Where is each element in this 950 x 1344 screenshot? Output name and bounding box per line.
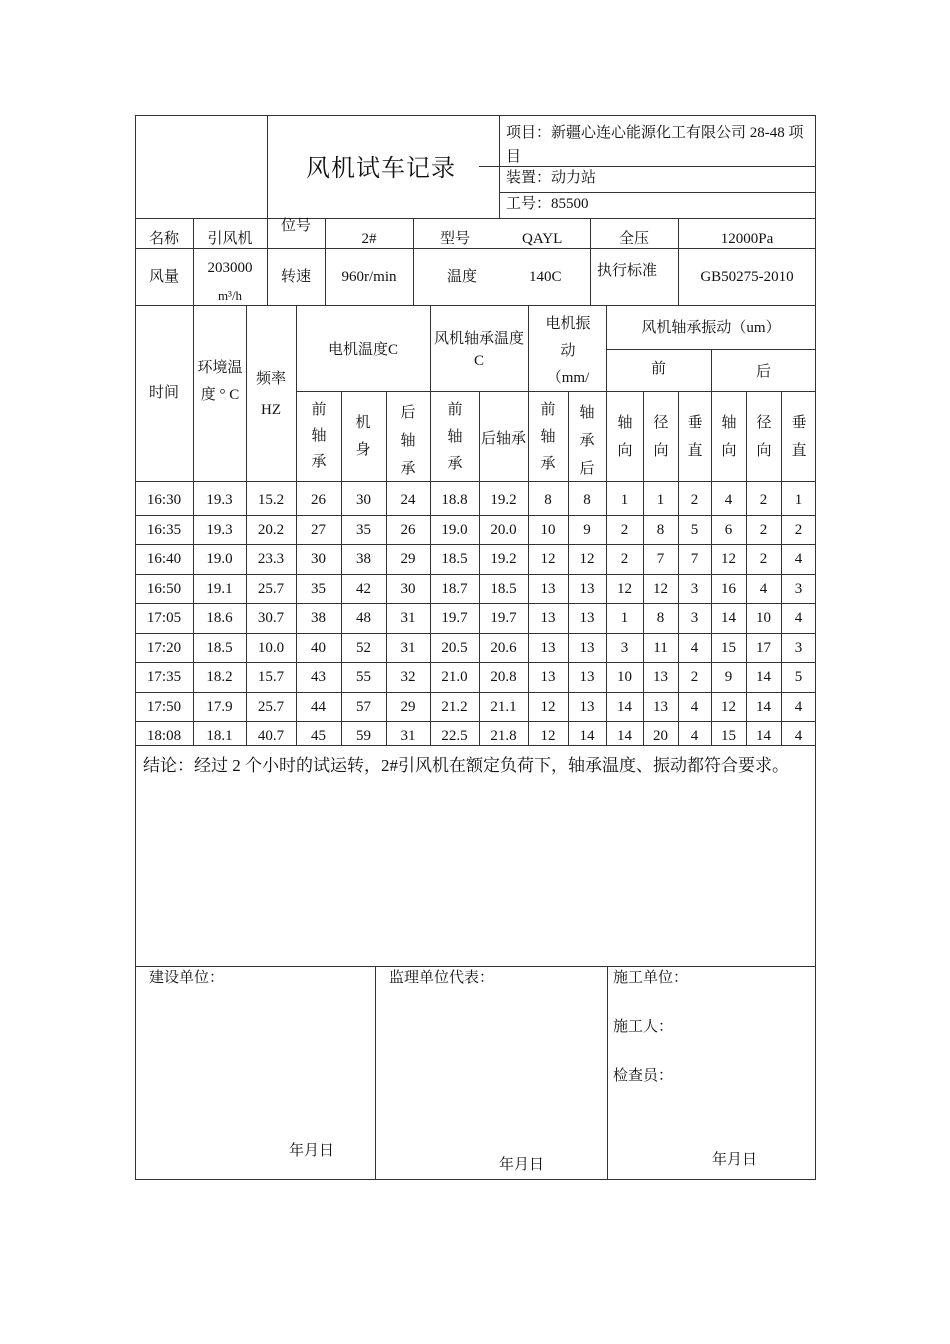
- divider: [267, 115, 268, 218]
- col-motor-body: 机身: [355, 415, 371, 458]
- table-cell: 38: [356, 551, 371, 567]
- project-label: 项目：新疆心连心能源化工有限公司 28-48 项目: [506, 125, 804, 165]
- table-cell: 3: [794, 581, 803, 597]
- table-cell: 1: [620, 492, 629, 508]
- table-cell: 9: [724, 669, 733, 685]
- table-cell: 18.7: [441, 581, 468, 597]
- table-cell: 13: [540, 640, 556, 656]
- table-cell: 18.5: [490, 581, 517, 597]
- table-cell: 48: [356, 610, 371, 626]
- col-motor-front-bearing: 前轴承: [311, 402, 327, 470]
- table-cell: 40: [311, 640, 326, 656]
- table-cell: 2: [759, 551, 768, 567]
- table-cell: 43: [311, 669, 326, 685]
- table-cell: 45: [311, 728, 326, 744]
- table-cell: 20.2: [257, 522, 285, 538]
- name-value: 引风机: [207, 231, 253, 247]
- work-no-label: 工号：85500: [506, 196, 589, 212]
- table-cell: 8: [544, 492, 552, 508]
- col-front-vertical: 垂直: [687, 415, 703, 459]
- row-time: 17:35: [146, 669, 182, 685]
- table-cell: 20.8: [490, 669, 517, 685]
- table-cell: 1: [620, 610, 629, 626]
- table-cell: 3: [620, 640, 629, 656]
- unit-label: 装置：动力站: [506, 170, 597, 186]
- table-cell: 13: [653, 699, 668, 715]
- table-cell: 12: [540, 699, 556, 715]
- table-cell: 13: [579, 640, 595, 656]
- table-cell: 5: [794, 669, 803, 685]
- divider: [499, 192, 816, 193]
- table-cell: 30: [400, 581, 416, 597]
- page-title: 风机试车记录: [306, 156, 456, 182]
- table-cell: 13: [579, 669, 595, 685]
- table-cell: 9: [583, 522, 591, 538]
- divider: [607, 966, 608, 1180]
- table-cell: 13: [540, 669, 556, 685]
- conclusion-text: 结论：经过 2 个小时的试运转，2#引风机在额定负荷下，轴承温度、振动都符合要求。: [143, 756, 789, 775]
- row-time: 16:50: [146, 581, 182, 597]
- table-cell: 12: [721, 699, 736, 715]
- table-cell: 20: [653, 728, 668, 744]
- table-cell: 19.1: [206, 581, 233, 597]
- col-vib-front: 前: [650, 361, 666, 377]
- table-cell: 42: [356, 581, 371, 597]
- table-cell: 25.7: [257, 581, 285, 597]
- row-time: 17:50: [146, 699, 182, 715]
- col-fan-bearing-temp: 风机轴承温度C: [434, 331, 525, 369]
- position-label: 位号: [280, 218, 311, 234]
- divider: [135, 966, 816, 967]
- table-cell: 14: [756, 699, 771, 715]
- table-cell: 14: [579, 728, 595, 744]
- table-cell: 8: [583, 492, 591, 508]
- col-rear-radial: 径向: [756, 415, 772, 459]
- table-cell: 4: [759, 581, 768, 597]
- table-cell: 19.3: [206, 492, 233, 508]
- table-cell: 19.0: [206, 551, 233, 567]
- table-cell: 25.7: [257, 699, 285, 715]
- table-cell: 26: [400, 522, 416, 538]
- divider: [606, 349, 816, 350]
- col-rear-axial: 轴向: [721, 415, 737, 459]
- table-cell: 12: [617, 581, 632, 597]
- table-cell: 16: [721, 581, 736, 597]
- speed-label: 转速: [280, 269, 311, 285]
- table-cell: 15: [721, 640, 736, 656]
- table-cell: 4: [794, 728, 803, 744]
- table-cell: 32: [400, 669, 416, 685]
- table-cell: 4: [724, 492, 733, 508]
- table-cell: 18.8: [441, 492, 468, 508]
- table-cell: 31: [400, 610, 416, 626]
- table-cell: 4: [690, 699, 699, 715]
- table-cell: 35: [356, 522, 371, 538]
- divider: [135, 218, 816, 219]
- worker-label: 施工人：: [613, 1019, 674, 1035]
- table-cell: 14: [756, 728, 771, 744]
- table-cell: 13: [653, 669, 668, 685]
- table-cell: 2: [690, 492, 699, 508]
- table-cell: 31: [400, 640, 416, 656]
- table-cell: 6: [724, 522, 733, 538]
- col-vib-front-bearing: 前轴承: [540, 402, 556, 472]
- contractor-date: 年月日: [712, 1152, 758, 1168]
- col-front-radial: 径向: [653, 415, 669, 459]
- table-cell: 19.0: [441, 522, 468, 538]
- table-cell: 7: [690, 551, 699, 567]
- standard-label: 执行标准: [597, 263, 658, 279]
- table-cell: 30: [311, 551, 326, 567]
- divider: [375, 966, 376, 1180]
- table-cell: 8: [656, 522, 665, 538]
- table-cell: 4: [794, 551, 803, 567]
- supervisor-label: 监理单位代表：: [389, 970, 495, 986]
- pressure-value: 12000Pa: [720, 231, 774, 247]
- row-time: 16:40: [146, 551, 182, 567]
- col-fan-rear-bearing: 后轴承: [480, 431, 526, 447]
- table-cell: 13: [540, 610, 556, 626]
- table-cell: 35: [311, 581, 326, 597]
- table-cell: 10: [756, 610, 771, 626]
- table-cell: 22.5: [441, 728, 468, 744]
- table-cell: 59: [356, 728, 371, 744]
- table-cell: 18.5: [206, 640, 233, 656]
- table-cell: 3: [794, 640, 803, 656]
- table-cell: 30: [356, 492, 371, 508]
- col-vib-rear-bearing: 轴承后: [579, 405, 595, 477]
- table-cell: 13: [579, 610, 595, 626]
- table-cell: 2: [620, 551, 629, 567]
- col-motor-vibration: 电机振动（mm/: [545, 316, 591, 386]
- table-cell: 30.7: [257, 610, 285, 626]
- table-cell: 12: [540, 551, 556, 567]
- table-cell: 3: [690, 581, 699, 597]
- table-cell: 11: [653, 640, 668, 656]
- table-cell: 20.0: [490, 522, 517, 538]
- table-cell: 12: [579, 551, 595, 567]
- table-cell: 4: [794, 610, 803, 626]
- table-cell: 29: [400, 551, 416, 567]
- table-cell: 31: [400, 728, 416, 744]
- table-cell: 40.7: [257, 728, 285, 744]
- table-cell: 14: [617, 699, 632, 715]
- table-cell: 7: [656, 551, 665, 567]
- table-cell: 18.1: [206, 728, 233, 744]
- table-cell: 2: [620, 522, 629, 538]
- table-cell: 2: [690, 669, 699, 685]
- table-cell: 10: [540, 522, 556, 538]
- table-cell: 12: [653, 581, 668, 597]
- table-cell: 1: [656, 492, 665, 508]
- col-fan-vibration: 风机轴承振动（um）: [641, 320, 781, 336]
- divider: [413, 218, 414, 305]
- table-cell: 13: [579, 699, 595, 715]
- table-cell: 15: [721, 728, 736, 744]
- supervisor-date: 年月日: [499, 1157, 545, 1173]
- flow-unit: m³/h: [217, 288, 243, 303]
- table-cell: 12: [721, 551, 736, 567]
- divider: [135, 745, 816, 746]
- table-cell: 1: [794, 492, 803, 508]
- table-cell: 38: [311, 610, 326, 626]
- col-motor-temp: 电机温度C: [327, 342, 398, 358]
- table-cell: 19.2: [490, 551, 517, 567]
- table-cell: 3: [690, 610, 699, 626]
- table-cell: 17: [756, 640, 771, 656]
- table-cell: 5: [690, 522, 699, 538]
- col-env-temp: 环境温度 ° C: [197, 360, 243, 403]
- table-cell: 57: [356, 699, 371, 715]
- table-cell: 14: [617, 728, 632, 744]
- table-cell: 26: [311, 492, 326, 508]
- model-value: QAYL: [522, 231, 563, 247]
- table-cell: 29: [400, 699, 416, 715]
- row-time: 18:08: [146, 728, 182, 744]
- name-label: 名称: [148, 231, 179, 247]
- contractor-label: 施工单位：: [613, 970, 689, 986]
- col-time: 时间: [148, 385, 179, 401]
- temperature-value: 140C: [529, 269, 562, 285]
- table-cell: 23.3: [257, 551, 285, 567]
- row-time: 16:35: [146, 522, 182, 538]
- row-time: 17:20: [146, 640, 182, 656]
- table-cell: 21.8: [490, 728, 517, 744]
- table-cell: 21.1: [490, 699, 517, 715]
- table-cell: 4: [690, 640, 699, 656]
- builder-label: 建设单位：: [149, 970, 225, 986]
- divider: [135, 481, 816, 482]
- col-motor-rear-bearing: 后轴承: [400, 405, 416, 477]
- table-cell: 2: [759, 522, 768, 538]
- table-cell: 18.5: [441, 551, 468, 567]
- table-cell: 13: [579, 581, 595, 597]
- speed-value: 960r/min: [341, 269, 397, 285]
- table-cell: 52: [356, 640, 371, 656]
- table-cell: 21.0: [441, 669, 468, 685]
- builder-date: 年月日: [289, 1143, 335, 1159]
- table-cell: 15.2: [257, 492, 285, 508]
- table-cell: 21.2: [441, 699, 468, 715]
- row-time: 17:05: [146, 610, 182, 626]
- table-cell: 20.5: [441, 640, 468, 656]
- table-cell: 18.6: [206, 610, 233, 626]
- divider: [135, 248, 816, 249]
- col-front-axial: 轴向: [617, 415, 633, 459]
- table-cell: 14: [721, 610, 736, 626]
- standard-value: GB50275-2010: [700, 269, 794, 285]
- col-fan-front-bearing: 前轴承: [447, 402, 463, 472]
- flow-label: 风量: [148, 269, 179, 285]
- pressure-label: 全压: [618, 231, 649, 247]
- table-cell: 24: [400, 492, 416, 508]
- model-label: 型号: [440, 231, 471, 247]
- row-time: 16:30: [146, 492, 182, 508]
- col-vib-rear: 后: [755, 364, 771, 380]
- col-rear-vertical: 垂直: [791, 415, 807, 459]
- divider: [479, 166, 499, 167]
- table-cell: 17.9: [206, 699, 233, 715]
- table-cell: 55: [356, 669, 371, 685]
- table-cell: 2: [794, 522, 803, 538]
- col-frequency: 频率 HZ: [255, 371, 286, 418]
- table-cell: 4: [690, 728, 699, 744]
- flow-value: 203000: [207, 260, 253, 276]
- table-cell: 12: [540, 728, 556, 744]
- table-cell: 19.7: [441, 610, 468, 626]
- table-cell: 20.6: [490, 640, 517, 656]
- table-cell: 19.2: [490, 492, 517, 508]
- table-cell: 27: [311, 522, 326, 538]
- table-cell: 10: [617, 669, 632, 685]
- table-cell: 13: [540, 581, 556, 597]
- temperature-label: 温度: [447, 269, 478, 285]
- table-cell: 2: [759, 492, 768, 508]
- table-cell: 8: [656, 610, 665, 626]
- table-cell: 4: [794, 699, 803, 715]
- divider: [135, 305, 816, 306]
- inspector-label: 检查员：: [613, 1068, 674, 1084]
- table-cell: 18.2: [206, 669, 233, 685]
- table-cell: 14: [756, 669, 771, 685]
- position-value: 2#: [361, 231, 377, 247]
- table-cell: 19.7: [490, 610, 517, 626]
- table-cell: 15.7: [257, 669, 285, 685]
- table-cell: 44: [311, 699, 326, 715]
- table-cell: 10.0: [257, 640, 285, 656]
- table-cell: 19.3: [206, 522, 233, 538]
